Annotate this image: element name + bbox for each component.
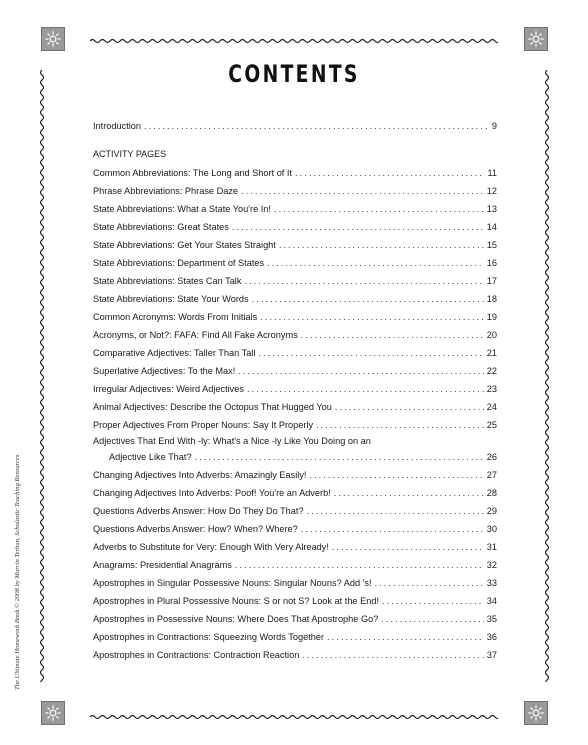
entry-title: State Abbreviations: Great States bbox=[93, 222, 229, 232]
entry-title: Changing Adjectives Into Adverbs: Poof! You're an Adverb! bbox=[93, 488, 331, 498]
leader-dots bbox=[381, 610, 483, 628]
entry-page: 18 bbox=[486, 294, 497, 304]
entry-page: 25 bbox=[486, 420, 497, 430]
entry-title: Apostrophes in Possessive Nouns: Where Does That Apostrophe Go? bbox=[93, 614, 379, 624]
toc-entry[interactable] bbox=[93, 182, 497, 200]
entry-page: 35 bbox=[486, 614, 497, 624]
toc-entry[interactable] bbox=[93, 398, 497, 416]
entry-title: Anagrams: Presidential Anagrams bbox=[93, 560, 232, 570]
entry-title: Questions Adverbs Answer: How Do They Do That? bbox=[93, 506, 304, 516]
entry-page: 23 bbox=[486, 384, 497, 394]
entry-title: Apostrophes in Singular Possessive Nouns: Singular Nouns? Add 's! bbox=[93, 578, 372, 588]
leader-dots bbox=[316, 416, 484, 434]
entry-page: 26 bbox=[486, 452, 497, 462]
wavy-border-bottom bbox=[90, 713, 498, 721]
entry-title: Introduction bbox=[93, 121, 142, 131]
entry-page: 29 bbox=[486, 506, 497, 516]
toc-entry[interactable] bbox=[93, 200, 497, 218]
sun-icon bbox=[524, 701, 548, 725]
entry-page: 16 bbox=[486, 258, 497, 268]
entry-title: Common Acronyms: Words From Initials bbox=[93, 312, 258, 322]
entry-page: 24 bbox=[486, 402, 497, 412]
entry-page: 37 bbox=[486, 650, 497, 660]
leader-dots bbox=[260, 308, 484, 326]
toc-entry[interactable] bbox=[93, 628, 497, 646]
entry-page: 11 bbox=[487, 168, 497, 178]
entry-page: 34 bbox=[486, 596, 497, 606]
leader-dots bbox=[247, 380, 484, 398]
entry-title: Apostrophes in Plural Possessive Nouns: S or not S? Look at the End! bbox=[93, 596, 379, 606]
entry-page: 13 bbox=[486, 204, 497, 214]
leader-dots bbox=[195, 448, 484, 466]
entry-title-line-1: Adjectives That End With -ly: What's a Nice -ly Like You Doing on an bbox=[93, 436, 371, 446]
entry-title: Apostrophes in Contractions: Squeezing Words Together bbox=[93, 632, 325, 642]
entry-page: 12 bbox=[486, 186, 497, 196]
entry-page: 20 bbox=[486, 330, 497, 340]
entry-title: Adverbs to Substitute for Very: Enough With Very Already! bbox=[93, 542, 329, 552]
leader-dots bbox=[335, 398, 484, 416]
toc-entry[interactable] bbox=[93, 574, 497, 592]
entry-page: 17 bbox=[486, 276, 497, 286]
entry-list bbox=[93, 164, 497, 434]
toc-entry[interactable] bbox=[93, 308, 497, 326]
entry-page: 9 bbox=[491, 121, 497, 131]
toc-entry[interactable] bbox=[93, 380, 497, 398]
entry-page: 27 bbox=[486, 470, 497, 480]
toc-entry[interactable] bbox=[93, 326, 497, 344]
toc-entry[interactable] bbox=[93, 466, 497, 484]
entry-title: Common Abbreviations: The Long and Short of It bbox=[93, 168, 293, 178]
entry-list bbox=[93, 466, 497, 664]
sun-icon bbox=[524, 27, 548, 51]
entry-title: Superlative Adjectives: To the Max! bbox=[93, 366, 236, 376]
toc-entry[interactable] bbox=[93, 484, 497, 502]
toc-entry[interactable] bbox=[93, 236, 497, 254]
wavy-border-top bbox=[90, 37, 498, 45]
toc-entry[interactable] bbox=[93, 538, 497, 556]
entry-page: 19 bbox=[486, 312, 497, 322]
leader-dots bbox=[274, 200, 484, 218]
entry-title: Changing Adjectives Into Adverbs: Amazingly Easily! bbox=[93, 470, 307, 480]
leader-dots bbox=[302, 646, 483, 664]
entry-title: State Abbreviations: State Your Words bbox=[93, 294, 249, 304]
entry-page: 21 bbox=[486, 348, 497, 358]
entry-page: 28 bbox=[486, 488, 497, 498]
toc-entry[interactable] bbox=[93, 646, 497, 664]
entry-title: Apostrophes in Contractions: Contraction Reaction bbox=[93, 650, 300, 660]
entry-page: 36 bbox=[486, 632, 497, 642]
leader-dots bbox=[235, 556, 484, 574]
leader-dots bbox=[301, 326, 484, 344]
toc-entry[interactable] bbox=[93, 254, 497, 272]
entry-page: 22 bbox=[486, 366, 497, 376]
entry-title: Phrase Abbreviations: Phrase Daze bbox=[93, 186, 239, 196]
sun-icon bbox=[41, 27, 65, 51]
entry-title: State Abbreviations: Department of States bbox=[93, 258, 265, 268]
entry-title: Proper Adjectives From Proper Nouns: Say It Properly bbox=[93, 420, 314, 430]
toc-entry[interactable] bbox=[93, 592, 497, 610]
entry-page: 31 bbox=[486, 542, 497, 552]
entry-title: State Abbreviations: What a State You're In! bbox=[93, 204, 271, 214]
toc-entry[interactable] bbox=[93, 520, 497, 538]
leader-dots bbox=[382, 592, 484, 610]
entry-page: 30 bbox=[486, 524, 497, 534]
leader-dots bbox=[144, 117, 489, 135]
entry-title: State Abbreviations: States Can Talk bbox=[93, 276, 242, 286]
leader-dots bbox=[252, 290, 484, 308]
wavy-border-right bbox=[543, 70, 551, 682]
toc-entry[interactable] bbox=[93, 362, 497, 380]
toc-entry[interactable] bbox=[93, 610, 497, 628]
leader-dots bbox=[279, 236, 484, 254]
toc-entry-introduction[interactable] bbox=[93, 117, 497, 135]
leader-dots bbox=[307, 502, 484, 520]
wavy-border-left bbox=[38, 70, 46, 682]
entry-page: 15 bbox=[486, 240, 497, 250]
toc-entry[interactable] bbox=[93, 416, 497, 434]
leader-dots bbox=[332, 538, 484, 556]
leader-dots bbox=[267, 254, 484, 272]
entry-page: 33 bbox=[486, 578, 497, 588]
leader-dots bbox=[244, 272, 483, 290]
toc-entry[interactable] bbox=[93, 290, 497, 308]
entry-title: Comparative Adjectives: Taller Than Tall bbox=[93, 348, 256, 358]
sun-icon bbox=[41, 701, 65, 725]
leader-dots bbox=[295, 164, 484, 182]
entry-title-line-2: Adjective Like That? bbox=[109, 452, 192, 462]
toc-entry[interactable] bbox=[93, 344, 497, 362]
leader-dots bbox=[258, 344, 483, 362]
entry-page: 14 bbox=[486, 222, 497, 232]
table-of-contents bbox=[93, 117, 497, 664]
leader-dots bbox=[375, 574, 484, 592]
section-heading: ACTIVITY PAGES bbox=[93, 149, 167, 159]
entry-title: Acronyms, or Not?: FAFA: Find All Fake Acronyms bbox=[93, 330, 298, 340]
leader-dots bbox=[238, 362, 483, 380]
leader-dots bbox=[241, 182, 484, 200]
toc-entry[interactable] bbox=[93, 218, 497, 236]
leader-dots bbox=[334, 484, 484, 502]
page-title: CONTENTS bbox=[228, 60, 360, 88]
entry-title: Questions Adverbs Answer: How? When? Where? bbox=[93, 524, 298, 534]
leader-dots bbox=[327, 628, 484, 646]
copyright-credit: The Ultimate Homework Book © 2008 by Marvin Terban, Scholastic Teaching Resources bbox=[14, 454, 21, 690]
leader-dots bbox=[309, 466, 483, 484]
entry-title: Irregular Adjectives: Weird Adjectives bbox=[93, 384, 244, 394]
toc-entry[interactable] bbox=[93, 272, 497, 290]
entry-title: State Abbreviations: Get Your States Straight bbox=[93, 240, 276, 250]
toc-entry[interactable] bbox=[93, 556, 497, 574]
leader-dots bbox=[232, 218, 484, 236]
toc-entry[interactable] bbox=[93, 164, 497, 182]
entry-title: Animal Adjectives: Describe the Octopus That Hugged You bbox=[93, 402, 332, 412]
leader-dots bbox=[301, 520, 484, 538]
toc-entry[interactable] bbox=[93, 502, 497, 520]
entry-page: 32 bbox=[486, 560, 497, 570]
toc-entry-wrapped[interactable] bbox=[93, 434, 497, 466]
